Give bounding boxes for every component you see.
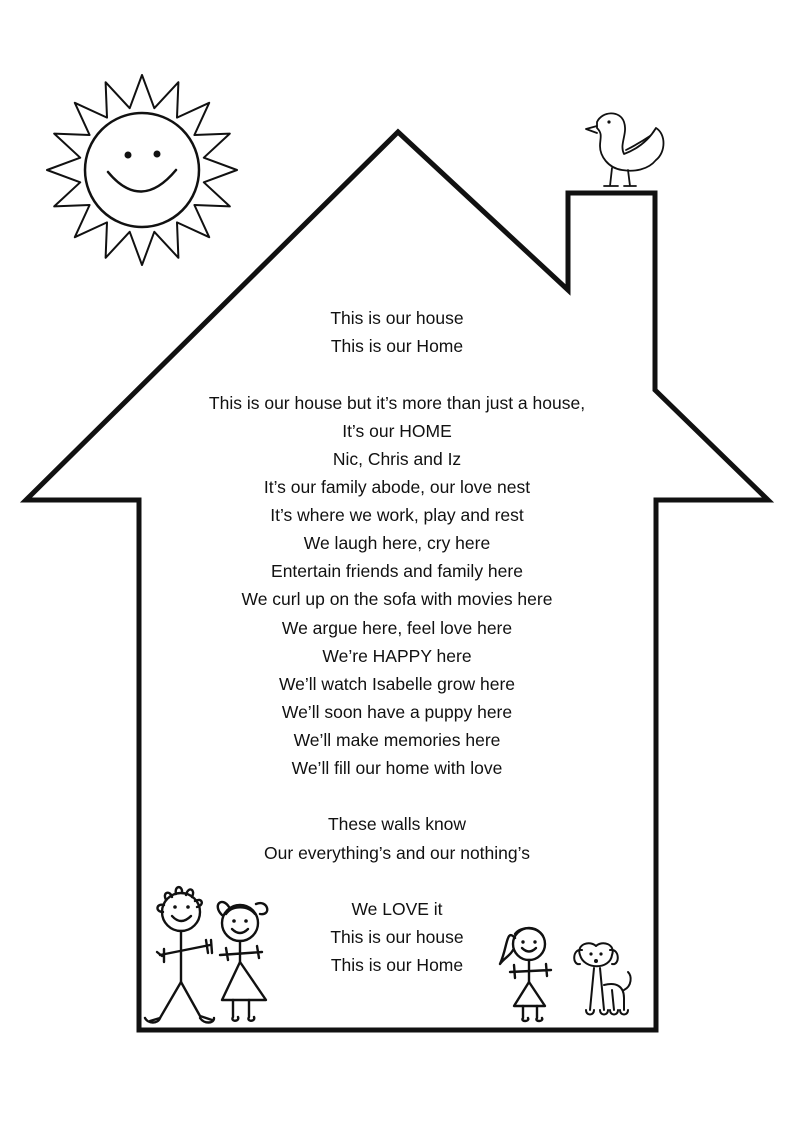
poem-line: Entertain friends and family here (271, 561, 523, 581)
puppy-icon (574, 943, 630, 1014)
poem-line: We LOVE it (351, 899, 443, 919)
poem-line: These walls know (327, 814, 467, 834)
poem-line: This is our house (330, 308, 464, 328)
poem-line: We’ll make memories here (293, 730, 501, 750)
poem-line: It’s our HOME (342, 421, 452, 441)
poem-line: It’s our family abode, our love nest (263, 477, 531, 497)
poem-line: This is our Home (330, 336, 464, 356)
poem-line: We’ll fill our home with love (291, 758, 503, 778)
poem-line: It’s where we work, play and rest (270, 505, 524, 525)
poem-line: We laugh here, cry here (303, 533, 491, 553)
poem-line: Our everything’s and our nothing’s (264, 843, 530, 863)
poem-line: This is our house but it’s more than just a house, (208, 393, 586, 413)
house-outline (26, 132, 768, 1030)
poem-line: This is our Home (330, 955, 464, 975)
poem-line: We’re HAPPY here (322, 646, 472, 666)
poem-line: Nic, Chris and Iz (332, 449, 462, 469)
poem-line: We curl up on the sofa with movies here (241, 589, 553, 609)
sun-icon (47, 75, 237, 265)
poem-line: We argue here, feel love here (281, 618, 513, 638)
poem-line: We’ll watch Isabelle grow here (278, 674, 516, 694)
poem-line: We’ll soon have a puppy here (281, 702, 513, 722)
bird-icon (586, 113, 664, 186)
poem-line: This is our house (330, 927, 464, 947)
